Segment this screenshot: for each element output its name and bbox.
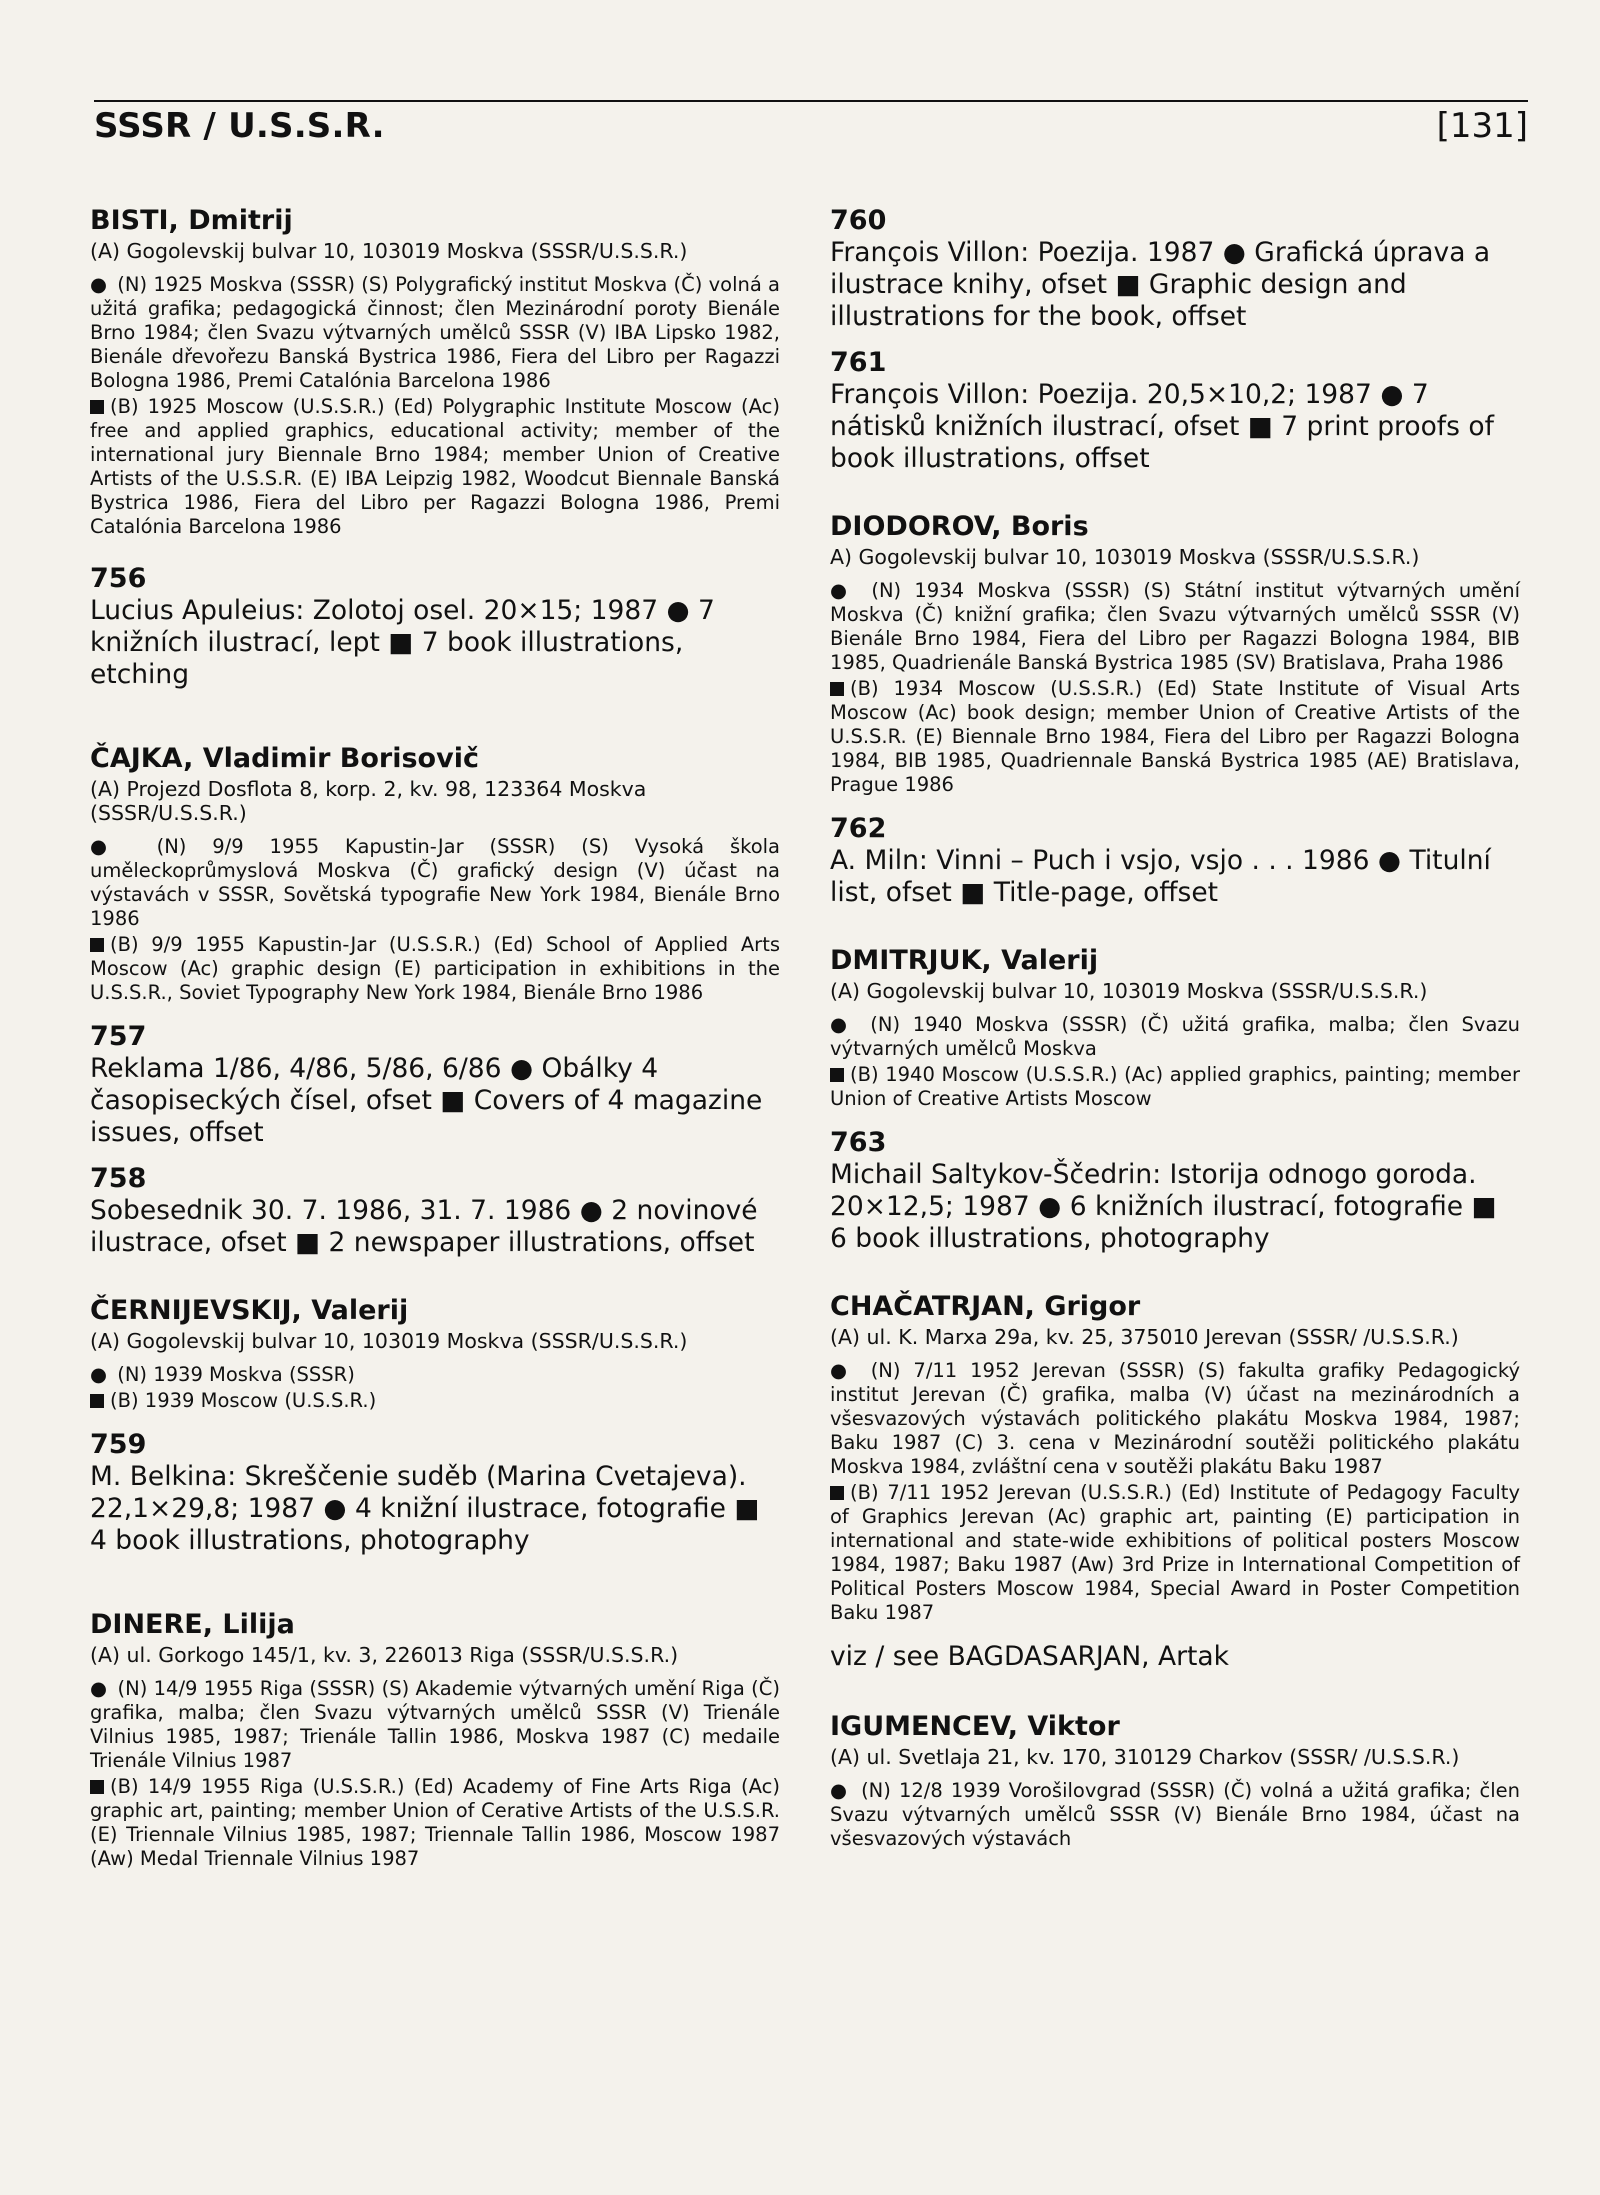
artist-name: IGUMENCEV, Viktor: [830, 1711, 1120, 1742]
bullet-icon: ●: [90, 835, 127, 858]
bio-english: [830, 1481, 1520, 1625]
work-number: 762: [830, 813, 887, 844]
square-icon: [90, 938, 104, 952]
bio-english-text: (B) 1925 Moscow (U.S.S.R.) (Ed) Polygraphic Institute Moscow (Ac) free and applied graphics, educational activity; member of the international jury Biennale Brno 1984; member Union of Creative Artists of the U.S.S.R. (E) IBA Leipzig 1982, Woodcut Biennale Banská Bystrica 1986, Fiera del Libro per Ragazzi Bologna 1986, Premi Catalónia Barcelona 1986: [90, 395, 780, 538]
bullet-icon: ●: [90, 273, 108, 296]
work-description: A. Miln: Vinni – Puch i vsjo, vsjo . . . 1986 ● Titulní list, ofset ■ Title-page, offset: [830, 845, 1491, 908]
artist-address: (A) ul. Svetlaja 21, kv. 170, 310129 Charkov (SSSR/ /U.S.S.R.): [830, 1745, 1460, 1769]
work-number: 760: [830, 205, 887, 236]
bio-czech-text: (N) 1934 Moskva (SSSR) (S) Státní institut výtvarných umění Moskva (Č) knižní grafika; člen Svazu výtvarných umělců SSSR (V) Bienále Brno 1984, Fiera del Libro per Ragazzi Bologna 1984, BIB 1985, Quadrienále Banská Bystrica 1985 (SV) Bratislava, Praha 1986: [830, 579, 1521, 674]
bullet-icon: ●: [830, 1359, 854, 1382]
artist-name: ČERNIJEVSKIJ, Valerij: [90, 1295, 409, 1326]
bio-english: [90, 1775, 780, 1871]
work-entry: [90, 1163, 780, 1259]
bio-english: [90, 933, 780, 1005]
artist-entry: [90, 1609, 780, 1871]
right-column: [830, 205, 1520, 1853]
bullet-icon: ●: [830, 579, 855, 602]
work-number: 756: [90, 563, 147, 594]
square-icon: [830, 682, 844, 696]
work-entry: [90, 1429, 780, 1557]
work-number: 761: [830, 347, 887, 378]
artist-entry: [90, 1295, 780, 1413]
artist-name: ČAJKA, Vladimir Borisovič: [90, 743, 479, 774]
square-icon: [90, 400, 104, 414]
bio-czech-text: (N) 12/8 1939 Vorošilovgrad (SSSR) (Č) volná a užitá grafika; člen Svazu výtvarných umělců SSSR (V) Bienále Brno 1984, účast na všesvazových výstavách: [830, 1779, 1520, 1850]
bullet-icon: ●: [830, 1013, 854, 1036]
work-entry: [830, 347, 1520, 475]
see-also-reference: viz / see BAGDASARJAN, Artak: [830, 1641, 1230, 1672]
work-description: Lucius Apuleius: Zolotoj osel. 20×15; 1987 ● 7 knižních ilustrací, lept ■ 7 book illustrations, etching: [90, 595, 715, 690]
square-icon: [830, 1486, 844, 1500]
square-icon: [90, 1394, 104, 1408]
bio-english: [830, 677, 1520, 797]
bio-czech: [90, 1677, 780, 1773]
artist-entry: [830, 945, 1520, 1111]
artist-entry: [830, 511, 1520, 797]
artist-entry: [90, 205, 780, 539]
square-icon: [830, 1068, 844, 1082]
bio-czech-text: (N) 7/11 1952 Jerevan (SSSR) (S) fakulta grafiky Pedagogický institut Jerevan (Č) grafika, malba (V) účast na mezinárodních a všesvazových výstavách politického plakátu Moskva 1984, 1987; Baku 1987 (C) 3. cena v Mezinárodní soutěži politického plakátu Moskva 1984, zvláštní cena v soutěži plakátu Baku 1987: [830, 1359, 1520, 1478]
artist-entry: [90, 743, 780, 1005]
artist-name: DIODOROV, Boris: [830, 511, 1089, 542]
work-number: 763: [830, 1127, 887, 1158]
artist-name: BISTI, Dmitrij: [90, 205, 293, 236]
bio-czech: [830, 1013, 1520, 1061]
work-description: Reklama 1/86, 4/86, 5/86, 6/86 ● Obálky 4 časopiseckých čísel, ofset ■ Covers of 4 magazine issues, offset: [90, 1053, 763, 1148]
work-description: Michail Saltykov-Ščedrin: Istorija odnogo goroda. 20×12,5; 1987 ● 6 knižních ilustrací, fotografie ■ 6 book illustrations, photography: [830, 1159, 1497, 1254]
work-entry: [90, 1021, 780, 1149]
work-entry: [830, 813, 1520, 909]
bio-english-text: (B) 1934 Moscow (U.S.S.R.) (Ed) State Institute of Visual Arts Moscow (Ac) book design; member Union of Creative Artists of the U.S.S.R. (E) Biennale Brno 1984, Fiera del Libro per Ragazzi Bologna 1984, BIB 1985, Quadriennale Banská Bystrica 1985 (AE) Bratislava, Prague 1986: [830, 677, 1520, 796]
bio-czech: [830, 579, 1520, 675]
artist-address: (A) Projezd Dosflota 8, korp. 2, kv. 98, 123364 Moskva (SSSR/U.S.S.R.): [90, 777, 647, 825]
bio-czech: [90, 1363, 780, 1387]
work-description: M. Belkina: Skreščenie suděb (Marina Cvetajeva). 22,1×29,8; 1987 ● 4 knižní ilustrace, fotografie ■ 4 book illustrations, photography: [90, 1461, 760, 1556]
artist-address: (A) Gogolevskij bulvar 10, 103019 Moskva (SSSR/U.S.S.R.): [90, 239, 688, 263]
bio-czech: [830, 1779, 1520, 1851]
artist-address: (A) Gogolevskij bulvar 10, 103019 Moskva (SSSR/U.S.S.R.): [90, 1329, 688, 1353]
artist-address: (A) Gogolevskij bulvar 10, 103019 Moskva (SSSR/U.S.S.R.): [830, 979, 1428, 1003]
bio-english-text: (B) 7/11 1952 Jerevan (U.S.S.R.) (Ed) Institute of Pedagogy Faculty of Graphics Jerevan (Ac) graphic art, painting (E) participation in international and state-wide exhibitions of political posters Moscow 1984, 1987; Baku 1987 (Aw) 3rd Prize in International Competition of Political Posters Moscow 1984, Special Award in Poster Competition Baku 1987: [830, 1481, 1520, 1624]
page-header: [94, 100, 1528, 156]
bio-czech-text: (N) 1939 Moskva (SSSR): [117, 1363, 355, 1386]
page-number: [131]: [1436, 106, 1528, 146]
artist-name: DMITRJUK, Valerij: [830, 945, 1099, 976]
bio-english-text: (B) 1939 Moscow (U.S.S.R.): [110, 1389, 377, 1412]
work-entry: [830, 1127, 1520, 1255]
artist-address: (A) ul. K. Marxa 29a, kv. 25, 375010 Jerevan (SSSR/ /U.S.S.R.): [830, 1325, 1459, 1349]
bio-czech-text: (N) 9/9 1955 Kapustin-Jar (SSSR) (S) Vysoká škola uměleckoprůmyslová Moskva (Č) grafický design (V) účast na výstavách v SSSR, Sovětská typografie New York 1984, Bienále Brno 1986: [90, 835, 781, 930]
bio-czech: [830, 1359, 1520, 1479]
artist-address: A) Gogolevskij bulvar 10, 103019 Moskva (SSSR/U.S.S.R.): [830, 545, 1420, 569]
square-icon: [90, 1780, 104, 1794]
bullet-icon: ●: [90, 1677, 108, 1700]
work-number: 759: [90, 1429, 147, 1460]
bio-english: [90, 395, 780, 539]
work-description: Sobesednik 30. 7. 1986, 31. 7. 1986 ● 2 novinové ilustrace, ofset ■ 2 newspaper illustrations, offset: [90, 1195, 758, 1258]
bio-english: [830, 1063, 1520, 1111]
page-title: SSSR / U.S.S.R.: [94, 106, 385, 146]
bio-czech-text: (N) 1925 Moskva (SSSR) (S) Polygrafický institut Moskva (Č) volná a užitá grafika; pedagogická činnost; člen Mezinárodní poroty Bienále Brno 1984; člen Svazu výtvarných umělců SSSR (V) IBA Lipsko 1982, Bienále dřevořezu Banská Bystrica 1986, Fiera del Libro per Ragazzi Bologna 1986, Premi Catalónia Barcelona 1986: [90, 273, 780, 392]
work-entry: [90, 563, 780, 691]
bio-english-text: (B) 1940 Moscow (U.S.S.R.) (Ac) applied graphics, painting; member Union of Creative Artists Moscow: [830, 1063, 1520, 1110]
artist-address: (A) ul. Gorkogo 145/1, kv. 3, 226013 Riga (SSSR/U.S.S.R.): [90, 1643, 679, 1667]
bio-english-text: (B) 14/9 1955 Riga (U.S.S.R.) (Ed) Academy of Fine Arts Riga (Ac) graphic art, painting; member Union of Cerative Artists of the U.S.S.R. (E) Triennale Vilnius 1985, 1987; Triennale Tallin 1986, Moscow 1987 (Aw) Medal Triennale Vilnius 1987: [90, 1775, 780, 1870]
work-number: 758: [90, 1163, 147, 1194]
artist-entry: [830, 1291, 1520, 1673]
bio-czech-text: (N) 14/9 1955 Riga (SSSR) (S) Akademie výtvarných umění Riga (Č) grafika, malba; člen Svazu výtvarných umělců SSSR (V) Trienále Vilnius 1985, 1987; Trienále Tallin 1986, Moskva 1987 (C) medaile Trienále Vilnius 1987: [90, 1677, 781, 1772]
work-description: François Villon: Poezija. 20,5×10,2; 1987 ● 7 nátisků knižních ilustrací, ofset ■ 7 print proofs of book illustrations, offset: [830, 379, 1494, 474]
work-description: François Villon: Poezija. 1987 ● Grafická úprava a ilustrace knihy, ofset ■ Graphic design and illustrations for the book, offset: [830, 237, 1491, 332]
bullet-icon: ●: [90, 1363, 108, 1386]
bio-english: [90, 1389, 780, 1413]
work-number: 757: [90, 1021, 147, 1052]
bio-czech-text: (N) 1940 Moskva (SSSR) (Č) užitá grafika, malba; člen Svazu výtvarných umělců Moskva: [830, 1013, 1521, 1060]
left-column: [90, 205, 780, 1873]
bio-czech: [90, 273, 780, 393]
artist-entry: [830, 1711, 1520, 1851]
work-entry: [830, 205, 1520, 333]
bio-english-text: (B) 9/9 1955 Kapustin-Jar (U.S.S.R.) (Ed) School of Applied Arts Moscow (Ac) graphic design (E) participation in exhibitions in the U.S.S.R., Soviet Typography New York 1984, Bienále Brno 1986: [90, 933, 780, 1004]
bio-czech: [90, 835, 780, 931]
bullet-icon: ●: [830, 1779, 849, 1802]
artist-name: DINERE, Lilija: [90, 1609, 295, 1640]
artist-name: CHAČATRJAN, Grigor: [830, 1291, 1141, 1322]
